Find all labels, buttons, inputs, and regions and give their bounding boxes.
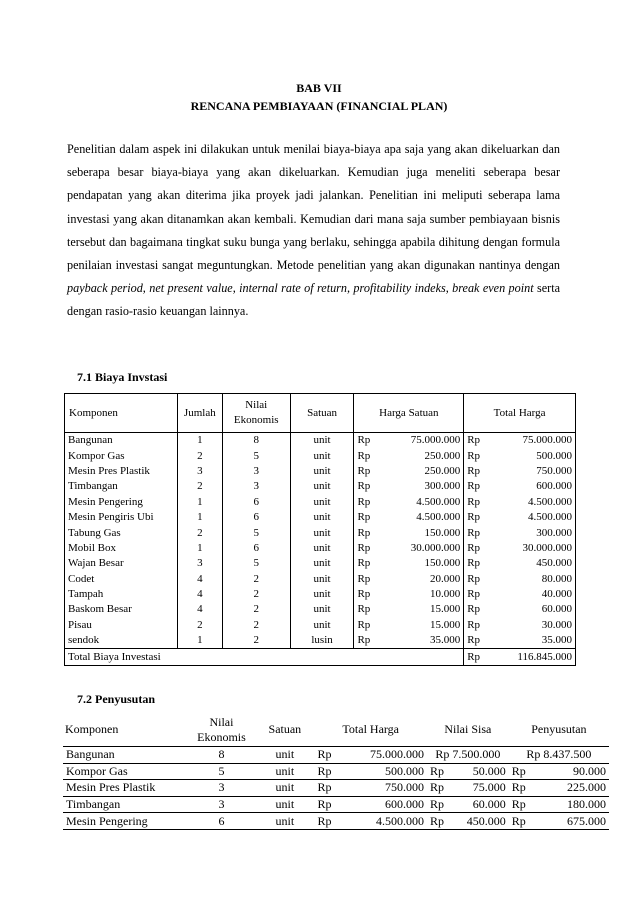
table-row bbox=[65, 495, 576, 510]
table-cell: Rp bbox=[354, 510, 384, 525]
table-cell: unit bbox=[290, 525, 354, 540]
table-row bbox=[65, 556, 576, 571]
table-cell: 150.000 bbox=[384, 525, 464, 540]
table-cell: 2 bbox=[222, 572, 290, 587]
table-cell: Kompor Gas bbox=[63, 763, 188, 780]
table-cell: Rp bbox=[354, 602, 384, 617]
table-cell: Rp bbox=[464, 510, 494, 525]
table-row bbox=[65, 541, 576, 556]
table-row bbox=[65, 525, 576, 540]
intro-paragraph bbox=[67, 138, 560, 324]
table-cell: 35.000 bbox=[494, 633, 576, 649]
table-row bbox=[63, 780, 609, 797]
table-cell: 4 bbox=[177, 587, 222, 602]
table-cell: 90.000 bbox=[539, 763, 609, 780]
table-cell: 4 bbox=[177, 572, 222, 587]
table-cell: 80.000 bbox=[494, 572, 576, 587]
table-cell: 250.000 bbox=[384, 448, 464, 463]
table-cell: 40.000 bbox=[494, 587, 576, 602]
table-cell: 2 bbox=[177, 618, 222, 633]
table-cell: Rp bbox=[354, 572, 384, 587]
table-cell: Rp bbox=[427, 796, 458, 813]
table-cell: unit bbox=[290, 464, 354, 479]
table-cell: Rp bbox=[354, 618, 384, 633]
table-cell: Tabung Gas bbox=[65, 525, 178, 540]
table-cell: Codet bbox=[65, 572, 178, 587]
table-cell: 30.000.000 bbox=[384, 541, 464, 556]
table-cell: 300.000 bbox=[384, 479, 464, 494]
table-cell: 750.000 bbox=[337, 780, 427, 797]
table-row bbox=[65, 602, 576, 617]
intro-italic-terms: payback period, net present value, internal rate of return, profitability indeks, break even point bbox=[67, 281, 534, 296]
table-row bbox=[65, 479, 576, 494]
table-cell: 225.000 bbox=[539, 780, 609, 797]
table-cell: Rp bbox=[315, 780, 337, 797]
table-cell: unit bbox=[290, 556, 354, 571]
table-cell: 75.000.000 bbox=[384, 433, 464, 449]
table-cell: 1 bbox=[177, 495, 222, 510]
table-cell: Timbangan bbox=[65, 479, 178, 494]
table-cell: 150.000 bbox=[384, 556, 464, 571]
table-cell: 2 bbox=[177, 525, 222, 540]
table-cell: unit bbox=[290, 572, 354, 587]
table-cell: unit bbox=[290, 448, 354, 463]
table-row bbox=[65, 587, 576, 602]
table-cell: Rp bbox=[354, 556, 384, 571]
table-cell: Rp bbox=[464, 448, 494, 463]
table-cell: 3 bbox=[188, 780, 255, 797]
column-header: Nilai Sisa bbox=[427, 713, 509, 747]
section-title-investasi: 7.1 Biaya Invstasi bbox=[77, 370, 168, 384]
table-cell: Bangunan bbox=[65, 433, 178, 449]
table-cell: unit bbox=[255, 813, 314, 830]
column-header: Nilai Ekonomis bbox=[188, 713, 255, 747]
table-cell: 600.000 bbox=[337, 796, 427, 813]
table-cell: Rp bbox=[315, 813, 337, 830]
total-row bbox=[65, 649, 576, 665]
table-cell: 8 bbox=[222, 433, 290, 449]
table-cell: unit bbox=[255, 796, 314, 813]
column-header: Penyusutan bbox=[509, 713, 609, 747]
table-cell: 3 bbox=[177, 556, 222, 571]
table-cell: Rp bbox=[509, 780, 540, 797]
table-cell: 750.000 bbox=[494, 464, 576, 479]
table-cell: unit bbox=[255, 763, 314, 780]
intro-text-b: serta dengan rasio-rasio keuangan lainnya. bbox=[67, 281, 561, 319]
table-cell: Rp bbox=[427, 763, 458, 780]
table-row bbox=[63, 747, 609, 764]
column-header: Total Harga bbox=[315, 713, 427, 747]
table-cell: unit bbox=[290, 495, 354, 510]
table-row bbox=[65, 448, 576, 463]
table-row bbox=[63, 813, 609, 830]
table-cell: Mesin Pengering bbox=[63, 813, 188, 830]
table-cell: 75.000 bbox=[458, 780, 509, 797]
table-cell: 180.000 bbox=[539, 796, 609, 813]
total-label: Total Biaya Investasi bbox=[65, 649, 464, 665]
table-cell: unit bbox=[290, 433, 354, 449]
table-cell: 4.500.000 bbox=[494, 510, 576, 525]
table-cell: 30.000.000 bbox=[494, 541, 576, 556]
table-cell: 2 bbox=[222, 618, 290, 633]
table-cell: unit bbox=[255, 780, 314, 797]
table-cell: 15.000 bbox=[384, 602, 464, 617]
column-header: Total Harga bbox=[464, 394, 576, 433]
table-cell: 60.000 bbox=[458, 796, 509, 813]
table-cell: 300.000 bbox=[494, 525, 576, 540]
table-header-row bbox=[63, 713, 609, 747]
table-cell: 6 bbox=[222, 510, 290, 525]
table-row bbox=[63, 763, 609, 780]
table-cell: Rp bbox=[464, 495, 494, 510]
table-cell: 4.500.000 bbox=[384, 495, 464, 510]
table-cell: Rp bbox=[464, 633, 494, 649]
table-cell: sendok bbox=[65, 633, 178, 649]
table-cell: 30.000 bbox=[494, 618, 576, 633]
table-cell: 20.000 bbox=[384, 572, 464, 587]
table-cell: 75.000.000 bbox=[494, 433, 576, 449]
table-row bbox=[65, 510, 576, 525]
table-cell: 4 bbox=[177, 602, 222, 617]
table-cell: Rp bbox=[509, 763, 540, 780]
table-cell: Rp bbox=[354, 464, 384, 479]
table-cell: 6 bbox=[222, 541, 290, 556]
table-cell: Rp bbox=[427, 813, 458, 830]
table-cell: 5 bbox=[188, 763, 255, 780]
table-cell: 5 bbox=[222, 448, 290, 463]
table-cell: Timbangan bbox=[63, 796, 188, 813]
table-cell: 450.000 bbox=[494, 556, 576, 571]
table-row bbox=[65, 633, 576, 649]
table-cell: Rp bbox=[464, 602, 494, 617]
table-cell: 35.000 bbox=[384, 633, 464, 649]
table-cell: Rp bbox=[464, 618, 494, 633]
table-cell: unit bbox=[255, 747, 314, 764]
table-row bbox=[63, 796, 609, 813]
table-row bbox=[65, 433, 576, 449]
table-header-row bbox=[65, 394, 576, 433]
table-cell: Rp bbox=[315, 796, 337, 813]
table-cell: Rp bbox=[354, 479, 384, 494]
table-cell: unit bbox=[290, 541, 354, 556]
table-cell: 3 bbox=[222, 479, 290, 494]
table-cell: 15.000 bbox=[384, 618, 464, 633]
table-cell: 1 bbox=[177, 633, 222, 649]
table-cell: 4.500.000 bbox=[494, 495, 576, 510]
table-cell: Rp bbox=[464, 479, 494, 494]
table-cell: 3 bbox=[188, 796, 255, 813]
table-cell: Mesin Pres Plastik bbox=[63, 780, 188, 797]
table-cell: 450.000 bbox=[458, 813, 509, 830]
table-cell: 2 bbox=[222, 602, 290, 617]
table-cell: 4.500.000 bbox=[337, 813, 427, 830]
table-cell: Tampah bbox=[65, 587, 178, 602]
table-cell: 6 bbox=[188, 813, 255, 830]
table-cell: Pisau bbox=[65, 618, 178, 633]
table-cell: Rp bbox=[354, 541, 384, 556]
table-cell: 75.000.000 bbox=[337, 747, 427, 764]
table-row bbox=[65, 618, 576, 633]
column-header: Satuan bbox=[255, 713, 314, 747]
column-header: Nilai Ekonomis bbox=[222, 394, 290, 433]
table-cell: 500.000 bbox=[337, 763, 427, 780]
total-value: 116.845.000 bbox=[494, 649, 576, 665]
table-cell: Mesin Pres Plastik bbox=[65, 464, 178, 479]
intro-text-a: Penelitian dalam aspek ini dilakukan untuk menilai biaya-biaya apa saja yang akan dikeluarkan dan seberapa besar biaya-biaya yang akan dikeluarkan. Kemudian juga meneliti seberapa besar pendapatan yang akan diterima jika proyek jadi jalankan. Penelitian ini meliputi seberapa lama investasi yang akan ditanamkan akan kembali. Kemudian dari mana saja sumber pembiayaan bisnis tersebut dan bagaimana tingkat suku bunga yang berlaku, sehingga apabila dihitung dengan formula penilaian investasi sangat meguntungkan. Metode penelitian yang akan digunakan nantinya dengan bbox=[67, 142, 560, 273]
section-title-penyusutan: 7.2 Penyusutan bbox=[77, 692, 156, 706]
table-cell: Wajan Besar bbox=[65, 556, 178, 571]
table-cell: Rp bbox=[464, 587, 494, 602]
table-cell: Baskom Besar bbox=[65, 602, 178, 617]
table-cell: 1 bbox=[177, 433, 222, 449]
chapter-heading: BAB VII bbox=[296, 81, 342, 95]
table-row bbox=[65, 572, 576, 587]
table-cell: Rp bbox=[464, 464, 494, 479]
table-cell: 6 bbox=[222, 495, 290, 510]
investment-table bbox=[64, 393, 576, 666]
table-cell: Rp 8.437.500 bbox=[509, 747, 609, 764]
table-cell: Rp bbox=[354, 448, 384, 463]
table-cell: Rp bbox=[464, 433, 494, 449]
table-cell: Rp bbox=[315, 763, 337, 780]
table-cell: Mesin Pengering bbox=[65, 495, 178, 510]
table-cell: unit bbox=[290, 587, 354, 602]
table-cell: Kompor Gas bbox=[65, 448, 178, 463]
table-cell: unit bbox=[290, 510, 354, 525]
table-cell: 1 bbox=[177, 541, 222, 556]
column-header: Komponen bbox=[63, 713, 188, 747]
table-cell: Rp bbox=[464, 525, 494, 540]
table-cell: Rp bbox=[464, 556, 494, 571]
table-row bbox=[65, 464, 576, 479]
table-cell: lusin bbox=[290, 633, 354, 649]
table-cell: unit bbox=[290, 602, 354, 617]
table-cell: Rp bbox=[427, 780, 458, 797]
table-cell: 250.000 bbox=[384, 464, 464, 479]
table-cell: Rp 7.500.000 bbox=[427, 747, 509, 764]
table-cell: 1 bbox=[177, 510, 222, 525]
table-cell: 50.000 bbox=[458, 763, 509, 780]
table-cell: 10.000 bbox=[384, 587, 464, 602]
table-cell: Rp bbox=[354, 525, 384, 540]
depreciation-table bbox=[63, 713, 609, 830]
table-cell: 8 bbox=[188, 747, 255, 764]
table-cell: Rp bbox=[509, 796, 540, 813]
table-cell: 3 bbox=[222, 464, 290, 479]
column-header: Harga Satuan bbox=[354, 394, 464, 433]
table-cell: unit bbox=[290, 479, 354, 494]
table-cell: Rp bbox=[464, 572, 494, 587]
total-currency: Rp bbox=[464, 649, 494, 665]
table-cell: 4.500.000 bbox=[384, 510, 464, 525]
column-header: Komponen bbox=[65, 394, 178, 433]
table-cell: 5 bbox=[222, 525, 290, 540]
table-cell: unit bbox=[290, 618, 354, 633]
table-cell: Mesin Pengiris Ubi bbox=[65, 510, 178, 525]
table-cell: Rp bbox=[354, 495, 384, 510]
table-cell: Bangunan bbox=[63, 747, 188, 764]
table-cell: 60.000 bbox=[494, 602, 576, 617]
table-cell: 2 bbox=[177, 479, 222, 494]
table-cell: 500.000 bbox=[494, 448, 576, 463]
table-cell: 3 bbox=[177, 464, 222, 479]
table-cell: 2 bbox=[222, 587, 290, 602]
table-cell: Rp bbox=[509, 813, 540, 830]
table-cell: 600.000 bbox=[494, 479, 576, 494]
table-cell: 2 bbox=[177, 448, 222, 463]
table-cell: Rp bbox=[354, 633, 384, 649]
table-cell: Rp bbox=[354, 433, 384, 449]
column-header: Satuan bbox=[290, 394, 354, 433]
chapter-title: RENCANA PEMBIAYAAN (FINANCIAL PLAN) bbox=[190, 99, 448, 113]
table-cell: Rp bbox=[315, 747, 337, 764]
table-cell: 675.000 bbox=[539, 813, 609, 830]
table-cell: Mobil Box bbox=[65, 541, 178, 556]
table-cell: 5 bbox=[222, 556, 290, 571]
column-header: Jumlah bbox=[177, 394, 222, 433]
table-cell: 2 bbox=[222, 633, 290, 649]
table-cell: Rp bbox=[354, 587, 384, 602]
table-cell: Rp bbox=[464, 541, 494, 556]
